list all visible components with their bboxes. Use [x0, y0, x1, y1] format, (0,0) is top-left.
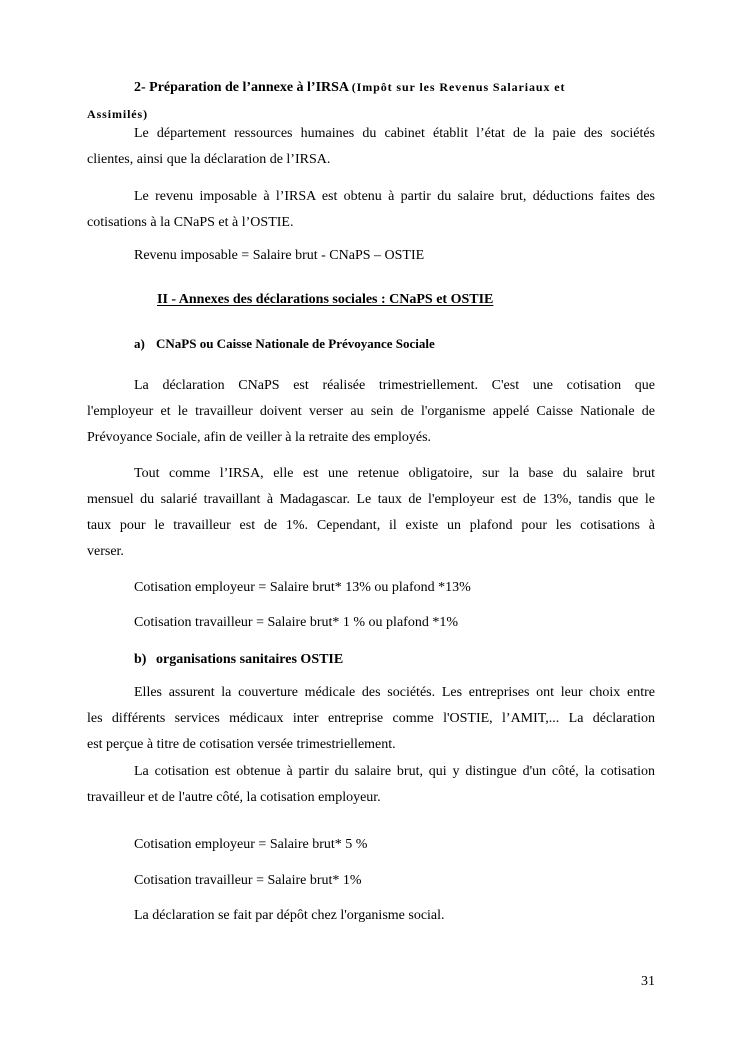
irsa-heading-main: 2- Préparation de l’annexe à l’IRSA [134, 80, 349, 95]
cnaps-paragraph-1-line-1: La déclaration CNaPS est réalisée trimestriellement. C'est une cotisation que [134, 378, 655, 393]
ostie-paragraph-2-line-1: La cotisation est obtenue à partir du salaire brut, qui y distingue d'un côté, la cotisation [134, 764, 655, 779]
irsa-heading-parenthetical: (Impôt sur les Revenus Salariaux et [351, 80, 566, 94]
ostie-paragraph-1-line-3: est perçue à titre de cotisation versée trimestriellement. [87, 737, 396, 752]
cnaps-title: CNaPS ou Caisse Nationale de Prévoyance Sociale [156, 336, 435, 351]
ostie-title: organisations sanitaires OSTIE [156, 652, 344, 667]
cnaps-subheading [134, 336, 655, 352]
cnaps-paragraph-2-line-2: mensuel du salarié travaillant à Madagascar. Le taux de l'employeur est de 13%, tandis que le [87, 492, 655, 507]
cnaps-formula-employer: Cotisation employeur = Salaire brut* 13% ou plafond *13% [134, 580, 471, 595]
annexes-section-title: II - Annexes des déclarations sociales : CNaPS et OSTIE [157, 292, 494, 307]
cnaps-formula-worker: Cotisation travailleur = Salaire brut* 1 % ou plafond *1% [134, 615, 458, 630]
ostie-paragraph-2-line-2: travailleur et de l'autre côté, la cotisation employeur. [87, 790, 381, 805]
ostie-formula-worker: Cotisation travailleur = Salaire brut* 1% [134, 873, 362, 888]
page-number: 31 [641, 974, 655, 989]
irsa-paragraph-2-line-1: Le revenu imposable à l’IRSA est obtenu à partir du salaire brut, déductions faites des [134, 189, 655, 204]
ostie-marker: b) [134, 652, 147, 667]
cnaps-paragraph-2-line-1: Tout comme l’IRSA, elle est une retenue obligatoire, sur la base du salaire brut [134, 466, 655, 481]
ostie-paragraph-1-line-2: les différents services médicaux inter entreprise comme l'OSTIE, l’AMIT,... La déclaration [87, 711, 655, 726]
cnaps-paragraph-1-line-3: Prévoyance Sociale, afin de veiller à la retraite des employés. [87, 430, 432, 445]
ostie-formula-employer: Cotisation employeur = Salaire brut* 5 % [134, 837, 368, 852]
ostie-paragraph-1-line-1: Elles assurent la couverture médicale des sociétés. Les entreprises ont leur choix entre [134, 685, 655, 700]
irsa-paragraph-1-line-1: Le département ressources humaines du cabinet établit l’état de la paie des sociétés [134, 126, 655, 141]
cnaps-paragraph-1-line-2: l'employeur et le travailleur doivent verser au sein de l'organisme appelé Caisse Nationale de [87, 404, 655, 419]
irsa-formula: Revenu imposable = Salaire brut - CNaPS – OSTIE [134, 248, 425, 263]
ostie-subheading [134, 652, 655, 668]
irsa-heading [134, 79, 655, 96]
irsa-paragraph-1-line-2: clientes, ainsi que la déclaration de l’IRSA. [87, 152, 331, 167]
cnaps-paragraph-2-line-4: verser. [87, 544, 124, 559]
irsa-heading-continuation: Assimilés) [87, 107, 148, 121]
cnaps-marker: a) [134, 336, 145, 351]
cnaps-paragraph-2-line-3: taux pour le travailleur est de 1%. Cependant, il existe un plafond pour les cotisations à [87, 518, 655, 533]
ostie-closing-sentence: La déclaration se fait par dépôt chez l'organisme social. [134, 908, 445, 923]
irsa-paragraph-2-line-2: cotisations à la CNaPS et à l’OSTIE. [87, 215, 294, 230]
